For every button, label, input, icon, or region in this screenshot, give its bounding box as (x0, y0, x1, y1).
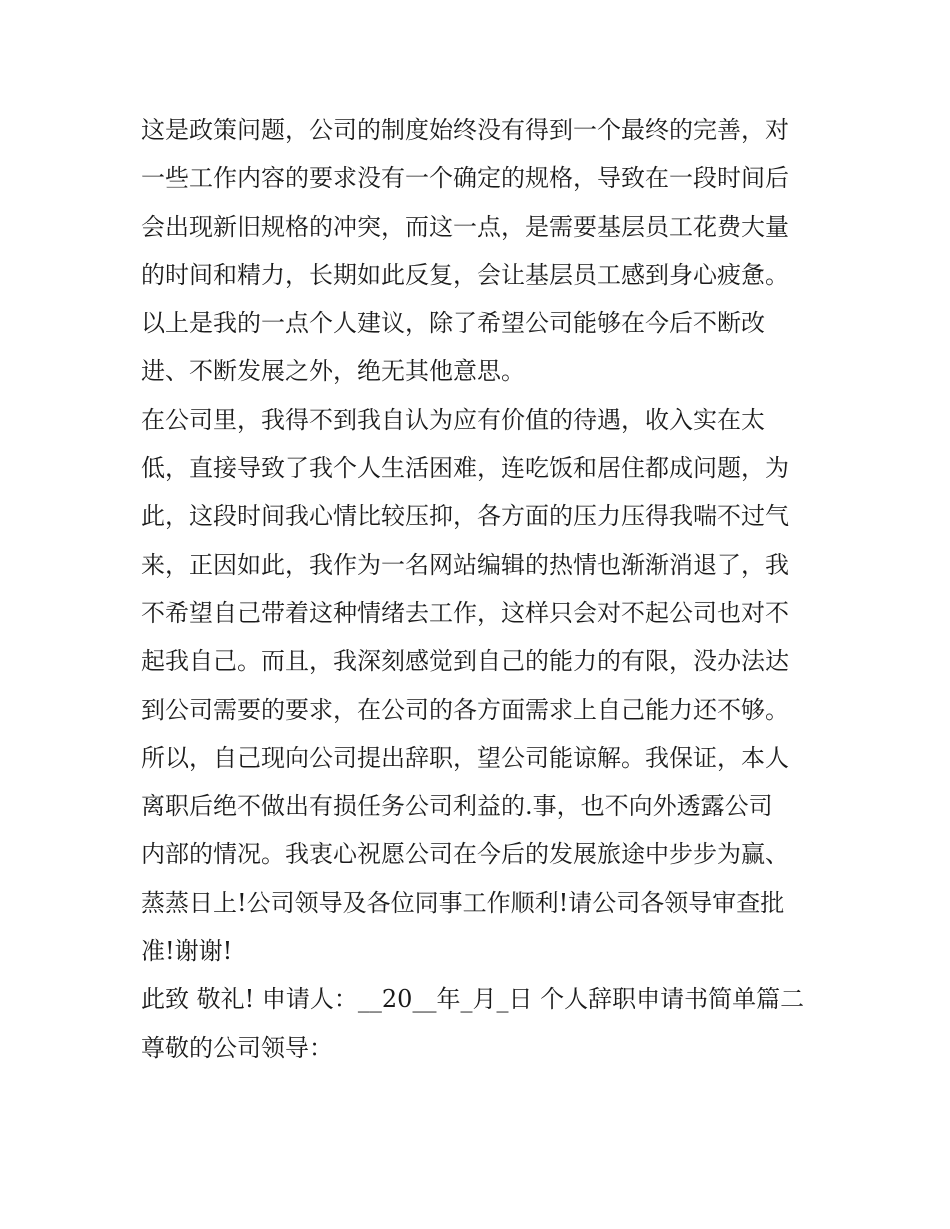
document-body (141, 106, 821, 1072)
text-line: 离职后绝不做出有损任务公司利益的.事，也不向外透露公司 (141, 792, 773, 821)
text-line: 低，直接导致了我个人生活困难，连吃饭和居住都成问题，为 (141, 454, 789, 483)
text-line: 会出现新旧规格的冲突，而这一点，是需要基层员工花费大量 (141, 212, 789, 241)
text-line: 来，正因如此，我作为一名网站编辑的热情也渐渐消退了，我 (141, 550, 789, 579)
text-line: 进、不断发展之外，绝无其他意思。 (141, 357, 525, 386)
text-line: 的时间和精力，长期如此反复，会让基层员工感到身心疲惫。 (141, 260, 789, 289)
text-line: 到公司需要的要求，在公司的各方面需求上自己能力还不够。 (141, 695, 789, 724)
text-line: 尊敬的公司领导： (141, 1033, 333, 1062)
text-line: 内部的情况。我衷心祝愿公司在今后的发展旅途中步步为赢、 (141, 840, 789, 869)
text-line: 此致 敬礼! 申请人：__20__年_月_日 个人辞职申请书简单篇二 (141, 985, 805, 1014)
text-line: 起我自己。而且，我深刻感觉到自己的能力的有限，没办法达 (141, 647, 789, 676)
text-line: 所以，自己现向公司提出辞职，望公司能谅解。我保证，本人 (141, 743, 789, 772)
text-line: 不希望自己带着这种情绪去工作，这样只会对不起公司也对不 (141, 598, 789, 627)
text-line: 准!谢谢! (141, 937, 233, 966)
text-line: 此，这段时间我心情比较压抑，各方面的压力压得我喘不过气 (141, 502, 789, 531)
text-line: 蒸蒸日上!公司领导及各位同事工作顺利!请公司各领导审查批 (141, 888, 785, 917)
text-line: 这是政策问题，公司的制度始终没有得到一个最终的完善，对 (141, 116, 789, 144)
text-line: 在公司里，我得不到我自认为应有价值的待遇，收入实在太 (141, 405, 765, 434)
text-line: 以上是我的一点个人建议，除了希望公司能够在今后不断改 (141, 309, 765, 338)
text-line: 一些工作内容的要求没有一个确定的规格，导致在一段时间后 (141, 164, 789, 193)
